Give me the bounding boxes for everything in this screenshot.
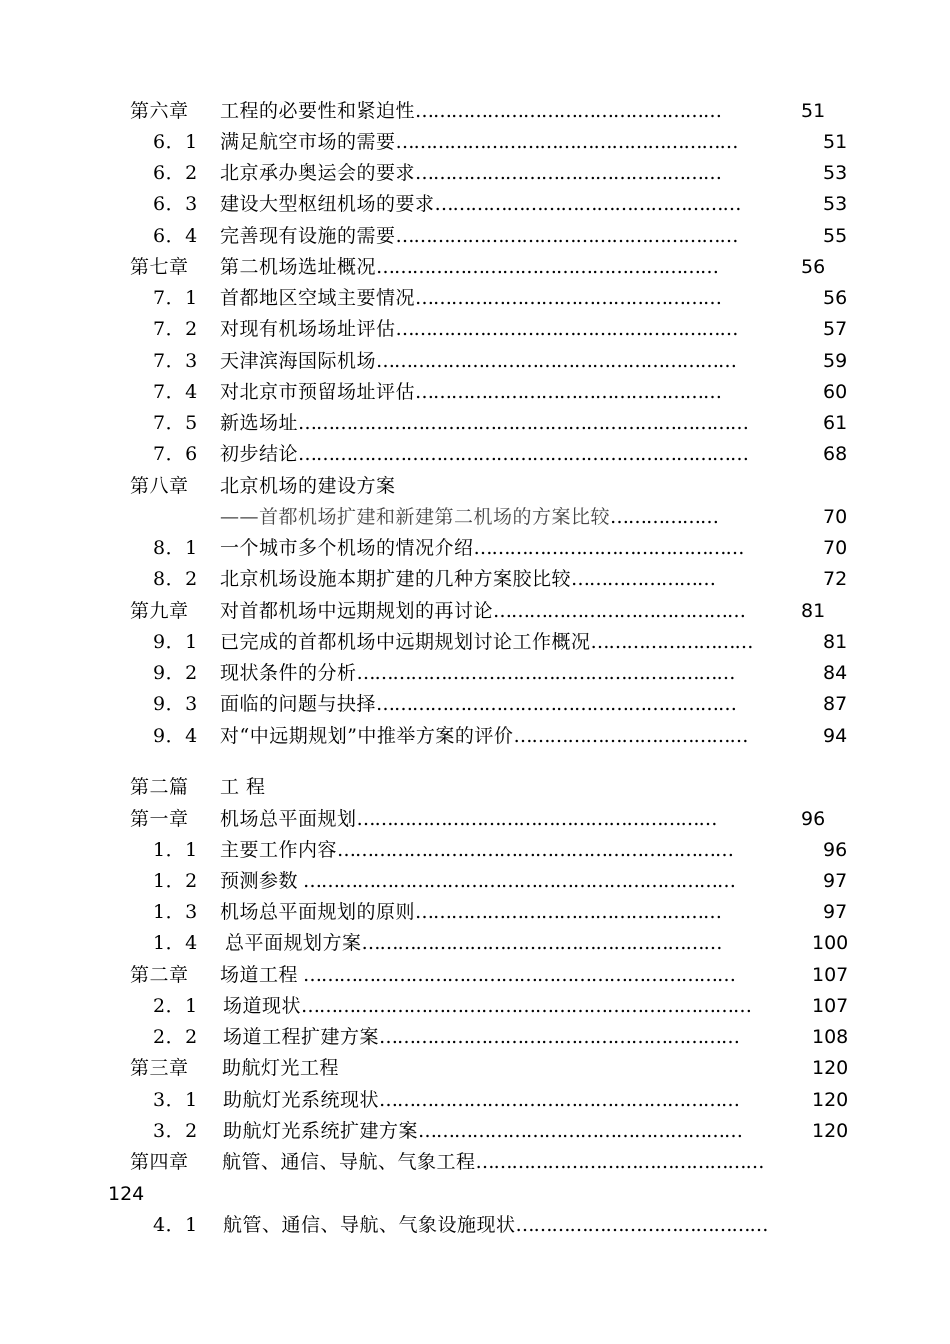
leader-dots: …………………………………… [515, 1214, 768, 1236]
toc-entry [153, 692, 736, 716]
section-number: 6．3 [153, 193, 198, 215]
entry-title: 机场总平面规划 [220, 808, 357, 830]
section-number: 9．1 [153, 631, 198, 653]
leader-dots: ………………………………………………………………… [301, 995, 752, 1017]
section-number: 3．2 [153, 1120, 198, 1142]
page-number: 120 [812, 1057, 849, 1079]
toc-entry [153, 161, 721, 185]
section-number: 8．2 [153, 568, 198, 590]
leader-dots: ………………………………………………………………… [298, 412, 749, 434]
entry-subtitle: ——首都机场扩建和新建第二机场的方案比较 [220, 506, 611, 528]
section-number: 6．4 [153, 225, 198, 247]
page-number: 96 [801, 808, 826, 830]
toc-entry [153, 567, 715, 591]
entry-title: 工程的必要性和紧迫性 [220, 100, 416, 122]
section-number: 7．1 [153, 287, 198, 309]
part-heading [130, 775, 266, 799]
section-number: 1．2 [153, 870, 198, 892]
page-number: 100 [812, 932, 849, 954]
toc-entry [153, 1088, 739, 1112]
leader-dots: ……………………………………………………… [356, 662, 735, 684]
entry-title: 已完成的首都机场中远期规划讨论工作概况 [220, 631, 591, 653]
toc-entry [153, 724, 747, 748]
toc-entry [153, 130, 738, 154]
toc-entry [153, 838, 733, 862]
entry-title: 现状条件的分析 [220, 662, 357, 684]
section-number: 7．3 [153, 350, 198, 372]
page-number: 53 [823, 193, 848, 215]
entry-title: 新选场址 [220, 412, 299, 434]
entry-title: 主要工作内容 [220, 839, 338, 861]
entry-title: 航管、通信、导航、气象设施现状 [223, 1214, 516, 1236]
leader-dots: ………………………………………… [475, 1151, 764, 1173]
page-number: 72 [823, 568, 848, 590]
leader-dots: …………………………………………… [415, 901, 722, 923]
entry-title: 总平面规划方案 [225, 932, 362, 954]
section-number: 1．3 [153, 901, 198, 923]
entry-title: 一个城市多个机场的情况介绍 [220, 537, 474, 559]
entry-title: 第二机场选址概况 [220, 256, 377, 278]
entry-title: 对首都机场中远期规划的再讨论 [220, 600, 494, 622]
page-number: 57 [823, 318, 848, 340]
toc-entry [130, 474, 396, 498]
entry-title: 首都地区空域主要情况 [220, 287, 416, 309]
toc-entry [130, 255, 718, 279]
section-number: 2．2 [153, 1026, 198, 1048]
entry-title: 天津滨海国际机场 [220, 350, 377, 372]
toc-entry [153, 192, 741, 216]
section-number: 1．1 [153, 839, 198, 861]
section-number: 7．5 [153, 412, 198, 434]
part-label: 第二篇 [130, 776, 189, 798]
entry-title: 建设大型枢纽机场的要求 [220, 193, 435, 215]
toc-entry [153, 349, 736, 373]
leader-dots: …………………………………………………… [379, 1089, 740, 1111]
page-number: 81 [823, 631, 848, 653]
toc-entry [153, 1119, 742, 1143]
page-number: 96 [823, 839, 848, 861]
toc-entry [153, 630, 753, 654]
section-number: 2．1 [153, 995, 198, 1017]
chapter-label: 第四章 [130, 1151, 189, 1173]
toc-entry [153, 900, 721, 924]
entry-title: 北京机场的建设方案 [220, 475, 396, 497]
leader-dots: …………………………………………… [415, 162, 722, 184]
toc-entry [153, 536, 744, 560]
part-title: 工 程 [220, 776, 266, 798]
chapter-label: 第三章 [130, 1057, 189, 1079]
entry-title: 对北京市预留场址评估 [220, 381, 416, 403]
toc-entry [130, 599, 745, 623]
leader-dots: ……………………………………… [473, 537, 744, 559]
toc-entry [153, 380, 721, 404]
page-number: 51 [823, 131, 848, 153]
page-number: 94 [823, 725, 848, 747]
page-number: 70 [823, 506, 848, 528]
leader-dots: …………………………………………… [415, 100, 722, 122]
entry-title: 初步结论 [220, 443, 299, 465]
entry-title: 北京机场设施本期扩建的几种方案胶比较 [220, 568, 572, 590]
section-number: 9．4 [153, 725, 198, 747]
toc-entry [130, 807, 717, 831]
section-number: 6．1 [153, 131, 198, 153]
leader-dots: …………………………………………… [434, 193, 741, 215]
page-number: 87 [823, 693, 848, 715]
entry-title: 完善现有设施的需要 [220, 225, 396, 247]
entry-title: 航管、通信、导航、气象工程 [222, 1151, 476, 1173]
page-number: 59 [823, 350, 848, 372]
toc-entry [130, 1150, 764, 1174]
page-number: 97 [823, 901, 848, 923]
page-number: 56 [823, 287, 848, 309]
leader-dots: …………………………………………………… [379, 1026, 740, 1048]
chapter-label: 第七章 [130, 256, 189, 278]
toc-entry [153, 1213, 768, 1237]
entry-title: 助航灯光系统现状 [223, 1089, 380, 1111]
entry-title: 助航灯光系统扩建方案 [223, 1120, 419, 1142]
page-number: 60 [823, 381, 848, 403]
section-number: 9．2 [153, 662, 198, 684]
page-number: 61 [823, 412, 848, 434]
chapter-label: 第一章 [130, 808, 189, 830]
leader-dots: ………………………………… [513, 725, 748, 747]
section-number: 1．4 [153, 932, 198, 954]
chapter-label: 第二章 [130, 964, 189, 986]
section-number: 7．4 [153, 381, 198, 403]
toc-entry [153, 442, 748, 466]
leader-dots: …………………………………………………… [356, 808, 717, 830]
entry-title: 预测参数 [220, 870, 299, 892]
leader-dots: ……………………………………………………………… [298, 870, 736, 892]
page-number: 84 [823, 662, 848, 684]
toc-entry [130, 1056, 339, 1080]
page-number: 107 [812, 995, 849, 1017]
leader-dots: …………………………………… [493, 600, 746, 622]
chapter-label: 第六章 [130, 100, 189, 122]
page-number: 124 [108, 1183, 145, 1205]
entry-title: 满足航空市场的需要 [220, 131, 396, 153]
leader-dots: …………………………………………… [415, 381, 722, 403]
page-number: 51 [801, 100, 826, 122]
page-number: 97 [823, 870, 848, 892]
toc-entry [220, 505, 718, 529]
section-number: 7．2 [153, 318, 198, 340]
toc-entry [153, 869, 735, 893]
chapter-label: 第八章 [130, 475, 189, 497]
entry-title: 场道现状 [223, 995, 302, 1017]
page-number: 108 [812, 1026, 849, 1048]
entry-title: 场道工程扩建方案 [223, 1026, 380, 1048]
toc-entry [130, 99, 721, 123]
leader-dots: …………………………………………… [415, 287, 722, 309]
leader-dots: …………………………………………………… [376, 693, 737, 715]
leader-dots: ………………………………………………… [395, 318, 738, 340]
section-number: 3．1 [153, 1089, 198, 1111]
toc-entry [153, 661, 735, 685]
leader-dots: ………………………………………………… [395, 131, 738, 153]
toc-entry [153, 224, 738, 248]
toc-entry [153, 1025, 739, 1049]
page-number: 70 [823, 537, 848, 559]
leader-dots: ………………………………………………… [376, 256, 719, 278]
chapter-label: 第九章 [130, 600, 189, 622]
entry-title: 北京承办奥运会的要求 [220, 162, 416, 184]
section-number: 9．3 [153, 693, 198, 715]
section-number: 4．1 [153, 1214, 198, 1236]
page-number: 81 [801, 600, 826, 622]
entry-title: 对“中远期规划”中推举方案的评价 [220, 725, 514, 747]
leader-dots: …………………………………………………… [361, 932, 722, 954]
section-number: 6．2 [153, 162, 198, 184]
leader-dots: ………………………………………………… [395, 225, 738, 247]
leader-dots: …………………………………………………… [376, 350, 737, 372]
toc-entry [153, 994, 751, 1018]
leader-dots: …………………… [571, 568, 716, 590]
page-number: 120 [812, 1120, 849, 1142]
toc-entry [130, 963, 735, 987]
entry-title: 对现有机场场址评估 [220, 318, 396, 340]
page-number: 53 [823, 162, 848, 184]
leader-dots: ……………………… [590, 631, 753, 653]
leader-dots: ………………………………………………………… [337, 839, 734, 861]
leader-dots: ……………………………………………………………… [298, 964, 736, 986]
entry-title: 场道工程 [220, 964, 299, 986]
toc-entry [153, 286, 721, 310]
leader-dots: ………………………………………………………………… [298, 443, 749, 465]
page-number: 107 [812, 964, 849, 986]
toc-entry [153, 411, 748, 435]
entry-title: 助航灯光工程 [222, 1057, 340, 1079]
leader-dots: ……………… [610, 506, 719, 528]
toc-entry [153, 317, 738, 341]
section-number: 7．6 [153, 443, 198, 465]
toc-entry [153, 931, 722, 955]
leader-dots: ……………………………………………… [418, 1120, 743, 1142]
entry-title: 机场总平面规划的原则 [220, 901, 416, 923]
page-number: 120 [812, 1089, 849, 1111]
entry-title: 面临的问题与抉择 [220, 693, 377, 715]
page-number: 55 [823, 225, 848, 247]
section-number: 8．1 [153, 537, 198, 559]
page-number: 68 [823, 443, 848, 465]
page-number: 56 [801, 256, 826, 278]
